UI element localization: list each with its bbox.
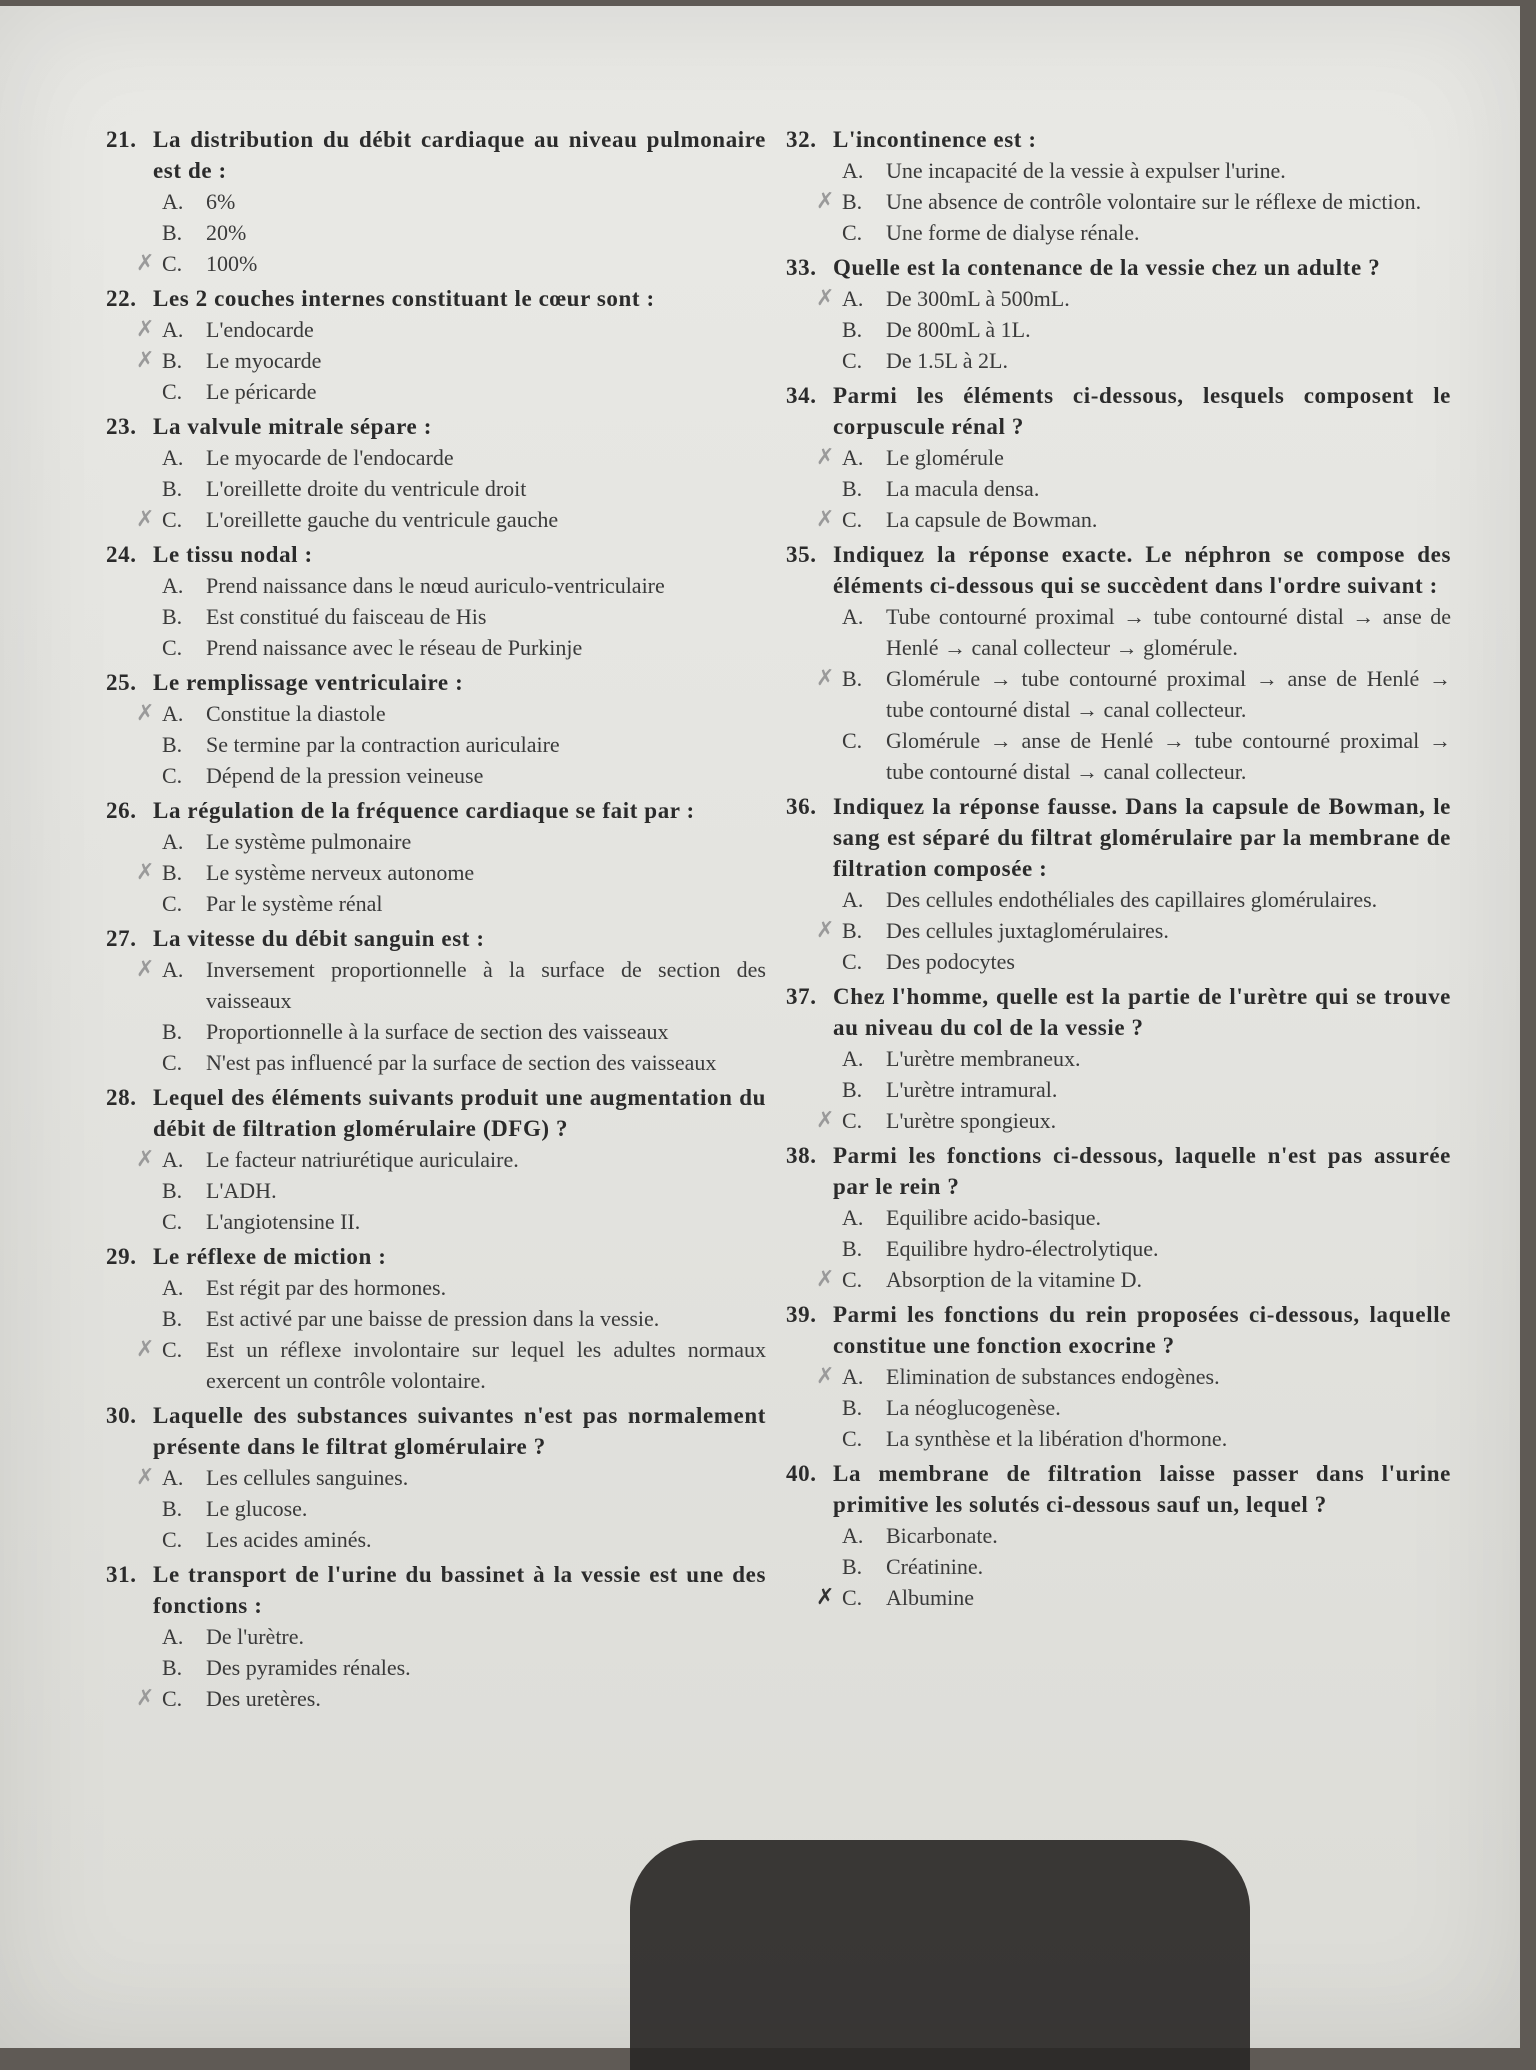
question-number: 22. bbox=[106, 286, 137, 311]
option-text: Tube contourné proximal → tube contourné distal → anse de Henlé → canal collecteur → glomérule. bbox=[886, 604, 1451, 660]
option-letter: A. bbox=[162, 1147, 184, 1172]
cross-mark-icon: ✗ bbox=[136, 701, 155, 726]
option-letter: C. bbox=[162, 251, 183, 276]
question-block bbox=[106, 1559, 766, 1714]
answer-option bbox=[786, 314, 1451, 345]
option-text: Proportionnelle à la surface de section des vaisseaux bbox=[206, 1019, 669, 1044]
answer-option bbox=[786, 504, 1451, 535]
option-letter: C. bbox=[162, 635, 183, 660]
answer-option bbox=[106, 632, 766, 663]
question-text: La valvule mitrale sépare : bbox=[153, 414, 432, 439]
question-heading bbox=[106, 795, 766, 826]
option-text: Prend naissance avec le réseau de Purkinje bbox=[206, 635, 583, 660]
question-number: 34. bbox=[786, 383, 817, 408]
question-block bbox=[106, 1082, 766, 1237]
answer-option bbox=[106, 1272, 766, 1303]
question-text: Chez l'homme, quelle est la partie de l'urètre qui se trouve au niveau du col de la vessie ? bbox=[833, 984, 1451, 1040]
cross-mark-icon: ✗ bbox=[136, 317, 155, 342]
cross-mark-icon: ✗ bbox=[136, 507, 155, 532]
answer-option bbox=[786, 1202, 1451, 1233]
answer-option bbox=[106, 570, 766, 601]
answer-option bbox=[786, 663, 1451, 725]
option-text: Les cellules sanguines. bbox=[206, 1465, 409, 1490]
question-block bbox=[786, 981, 1451, 1136]
option-text: Des podocytes bbox=[886, 949, 1015, 974]
option-letter: B. bbox=[162, 476, 183, 501]
question-text: Laquelle des substances suivantes n'est pas normalement présente dans le filtrat glomérulaire ? bbox=[153, 1403, 766, 1459]
option-text: Des cellules juxtaglomérulaires. bbox=[886, 918, 1169, 943]
option-letter: A. bbox=[842, 286, 864, 311]
cross-mark-icon: ✗ bbox=[136, 1686, 155, 1711]
answer-option bbox=[106, 1652, 766, 1683]
option-letter: C. bbox=[162, 379, 183, 404]
answer-option bbox=[786, 1582, 1451, 1613]
question-block bbox=[106, 795, 766, 919]
option-text: L'angiotensine II. bbox=[206, 1209, 361, 1234]
option-letter: A. bbox=[842, 1205, 864, 1230]
answer-option bbox=[786, 1264, 1451, 1295]
option-letter: B. bbox=[842, 918, 863, 943]
answer-option bbox=[786, 1520, 1451, 1551]
cross-mark-icon: ✗ bbox=[816, 445, 835, 470]
option-text: Constitue la diastole bbox=[206, 701, 386, 726]
question-heading bbox=[106, 124, 766, 186]
option-text: Le facteur natriurétique auriculaire. bbox=[206, 1147, 519, 1172]
question-text: Le transport de l'urine du bassinet à la vessie est une des fonctions : bbox=[153, 1562, 766, 1618]
question-heading bbox=[106, 667, 766, 698]
answer-option bbox=[786, 155, 1451, 186]
question-number: 36. bbox=[786, 794, 817, 819]
option-text: L'ADH. bbox=[206, 1178, 277, 1203]
option-letter: B. bbox=[842, 1554, 863, 1579]
question-block bbox=[786, 1140, 1451, 1295]
question-heading bbox=[106, 1559, 766, 1621]
option-text: Glomérule → tube contourné proximal → anse de Henlé → tube contourné distal → canal collecteur. bbox=[886, 666, 1451, 722]
question-block bbox=[786, 124, 1451, 248]
answer-option bbox=[106, 504, 766, 535]
option-text: L'urètre spongieux. bbox=[886, 1108, 1057, 1133]
question-number: 23. bbox=[106, 414, 137, 439]
question-number: 30. bbox=[106, 1403, 137, 1428]
option-text: Le glomérule bbox=[886, 445, 1004, 470]
cross-mark-icon: ✗ bbox=[136, 860, 155, 885]
question-number: 28. bbox=[106, 1085, 137, 1110]
answer-option bbox=[106, 1016, 766, 1047]
question-text: Indiquez la réponse fausse. Dans la capsule de Bowman, le sang est séparé du filtrat glomérulaire par la membrane de filtration composée : bbox=[833, 794, 1451, 881]
question-text: Le réflexe de miction : bbox=[153, 1244, 387, 1269]
question-block bbox=[106, 1241, 766, 1396]
option-letter: A. bbox=[162, 189, 184, 214]
left-column bbox=[106, 124, 766, 1718]
option-text: 100% bbox=[206, 251, 258, 276]
answer-option bbox=[786, 1361, 1451, 1392]
answer-option bbox=[106, 248, 766, 279]
answer-option bbox=[106, 760, 766, 791]
answer-option bbox=[106, 1047, 766, 1078]
question-text: Le tissu nodal : bbox=[153, 542, 313, 567]
option-text: De 300mL à 500mL. bbox=[886, 286, 1070, 311]
option-text: Se termine par la contraction auriculaire bbox=[206, 732, 560, 757]
answer-option bbox=[786, 345, 1451, 376]
cross-mark-icon: ✗ bbox=[136, 251, 155, 276]
option-text: La synthèse et la libération d'hormone. bbox=[886, 1426, 1228, 1451]
cross-mark-icon: ✗ bbox=[816, 1267, 835, 1292]
option-letter: A. bbox=[162, 1624, 184, 1649]
question-text: Parmi les fonctions ci-dessous, laquelle n'est pas assurée par le rein ? bbox=[833, 1143, 1451, 1199]
option-letter: B. bbox=[162, 1655, 183, 1680]
cross-mark-icon: ✗ bbox=[136, 1147, 155, 1172]
option-letter: B. bbox=[162, 860, 183, 885]
option-letter: C. bbox=[162, 1686, 183, 1711]
cross-mark-icon: ✗ bbox=[816, 189, 835, 214]
option-text: Est un réflexe involontaire sur lequel les adultes normaux exercent un contrôle volontaire. bbox=[206, 1337, 766, 1393]
answer-option bbox=[786, 1233, 1451, 1264]
option-letter: C. bbox=[842, 728, 863, 753]
option-text: L'urètre membraneux. bbox=[886, 1046, 1081, 1071]
answer-option bbox=[106, 888, 766, 919]
option-letter: C. bbox=[842, 1267, 863, 1292]
question-number: 26. bbox=[106, 798, 137, 823]
option-text: Bicarbonate. bbox=[886, 1523, 998, 1548]
question-text: Parmi les éléments ci-dessous, lesquels composent le corpuscule rénal ? bbox=[833, 383, 1451, 439]
option-letter: B. bbox=[842, 1395, 863, 1420]
option-letter: B. bbox=[842, 189, 863, 214]
question-heading bbox=[106, 1241, 766, 1272]
option-text: Glomérule → anse de Henlé → tube contourné proximal → tube contourné distal → canal collecteur. bbox=[886, 728, 1451, 784]
option-letter: C. bbox=[162, 763, 183, 788]
answer-option bbox=[786, 1423, 1451, 1454]
option-letter: B. bbox=[842, 1236, 863, 1261]
question-text: La membrane de filtration laisse passer dans l'urine primitive les solutés ci-dessous sauf un, lequel ? bbox=[833, 1461, 1451, 1517]
cross-mark-icon: ✗ bbox=[136, 957, 155, 982]
option-text: Les acides aminés. bbox=[206, 1527, 372, 1552]
question-block bbox=[786, 1458, 1451, 1613]
answer-option bbox=[106, 1683, 766, 1714]
question-block bbox=[106, 283, 766, 407]
option-letter: A. bbox=[162, 829, 184, 854]
option-text: De l'urètre. bbox=[206, 1624, 305, 1649]
option-text: 6% bbox=[206, 189, 236, 214]
option-letter: C. bbox=[162, 1209, 183, 1234]
option-text: Des uretères. bbox=[206, 1686, 321, 1711]
option-letter: B. bbox=[162, 1019, 183, 1044]
cross-mark-icon: ✗ bbox=[816, 286, 835, 311]
option-letter: A. bbox=[162, 573, 184, 598]
option-letter: B. bbox=[162, 1496, 183, 1521]
hand-shadow bbox=[630, 1840, 1250, 2070]
option-letter: B. bbox=[162, 604, 183, 629]
answer-option bbox=[106, 314, 766, 345]
question-heading bbox=[786, 252, 1451, 283]
answer-option bbox=[786, 1043, 1451, 1074]
option-letter: C. bbox=[842, 348, 863, 373]
option-letter: C. bbox=[162, 507, 183, 532]
cross-mark-icon: ✗ bbox=[136, 1337, 155, 1362]
option-letter: A. bbox=[162, 957, 184, 982]
cross-mark-icon: ✗ bbox=[816, 1108, 835, 1133]
question-text: Lequel des éléments suivants produit une augmentation du débit de filtration glomérulaire (DFG) ? bbox=[153, 1085, 766, 1141]
option-text: La néoglucogenèse. bbox=[886, 1395, 1061, 1420]
answer-option bbox=[786, 946, 1451, 977]
option-text: Le myocarde bbox=[206, 348, 322, 373]
option-text: Une absence de contrôle volontaire sur le réflexe de miction. bbox=[886, 189, 1422, 214]
answer-option bbox=[106, 345, 766, 376]
option-letter: A. bbox=[162, 701, 184, 726]
question-number: 40. bbox=[786, 1461, 817, 1486]
answer-option bbox=[106, 729, 766, 760]
option-letter: A. bbox=[162, 445, 184, 470]
option-letter: A. bbox=[842, 445, 864, 470]
option-letter: C. bbox=[162, 891, 183, 916]
option-letter: B. bbox=[162, 220, 183, 245]
question-block bbox=[786, 1299, 1451, 1454]
right-column bbox=[786, 124, 1451, 1617]
answer-option bbox=[786, 1551, 1451, 1582]
question-text: La vitesse du débit sanguin est : bbox=[153, 926, 485, 951]
question-heading bbox=[786, 380, 1451, 442]
option-letter: C. bbox=[842, 1585, 863, 1610]
answer-option bbox=[786, 186, 1451, 217]
question-block bbox=[106, 539, 766, 663]
answer-option bbox=[786, 1105, 1451, 1136]
question-block bbox=[786, 380, 1451, 535]
option-text: De 1.5L à 2L. bbox=[886, 348, 1008, 373]
option-text: Des cellules endothéliales des capillaires glomérulaires. bbox=[886, 887, 1378, 912]
question-text: L'incontinence est : bbox=[833, 127, 1037, 152]
cross-mark-icon: ✗ bbox=[136, 348, 155, 373]
question-number: 33. bbox=[786, 255, 817, 280]
answer-option bbox=[106, 954, 766, 1016]
option-letter: C. bbox=[842, 1426, 863, 1451]
option-letter: B. bbox=[842, 476, 863, 501]
question-text: Quelle est la contenance de la vessie chez un adulte ? bbox=[833, 255, 1381, 280]
option-letter: C. bbox=[162, 1527, 183, 1552]
question-heading bbox=[786, 1140, 1451, 1202]
question-number: 38. bbox=[786, 1143, 817, 1168]
question-text: La régulation de la fréquence cardiaque se fait par : bbox=[153, 798, 695, 823]
question-text: Indiquez la réponse exacte. Le néphron se compose des éléments ci-dessous qui se succèdent dans l'ordre suivant : bbox=[833, 542, 1451, 598]
option-letter: C. bbox=[842, 220, 863, 245]
option-letter: C. bbox=[162, 1050, 183, 1075]
answer-option bbox=[106, 376, 766, 407]
option-text: 20% bbox=[206, 220, 247, 245]
option-text: Absorption de la vitamine D. bbox=[886, 1267, 1143, 1292]
answer-option bbox=[106, 1334, 766, 1396]
question-number: 27. bbox=[106, 926, 137, 951]
answer-option bbox=[786, 283, 1451, 314]
option-text: Albumine bbox=[886, 1585, 974, 1610]
option-text: L'oreillette gauche du ventricule gauche bbox=[206, 507, 559, 532]
question-block bbox=[786, 252, 1451, 376]
option-letter: B. bbox=[842, 666, 863, 691]
option-text: Equilibre acido-basique. bbox=[886, 1205, 1102, 1230]
question-block bbox=[106, 124, 766, 279]
option-text: La macula densa. bbox=[886, 476, 1040, 501]
answer-option bbox=[106, 1303, 766, 1334]
question-number: 39. bbox=[786, 1302, 817, 1327]
option-text: Le système pulmonaire bbox=[206, 829, 412, 854]
question-heading bbox=[106, 1082, 766, 1144]
option-text: De 800mL à 1L. bbox=[886, 317, 1031, 342]
option-letter: A. bbox=[162, 317, 184, 342]
option-letter: B. bbox=[162, 1178, 183, 1203]
question-block bbox=[106, 923, 766, 1078]
answer-option bbox=[786, 601, 1451, 663]
cross-mark-icon: ✗ bbox=[816, 507, 835, 532]
option-letter: A. bbox=[842, 604, 864, 629]
question-number: 25. bbox=[106, 670, 137, 695]
question-heading bbox=[786, 791, 1451, 884]
option-text: Une incapacité de la vessie à expulser l'urine. bbox=[886, 158, 1286, 183]
question-block bbox=[786, 539, 1451, 787]
cross-mark-icon: ✗ bbox=[816, 1364, 835, 1389]
answer-option bbox=[786, 915, 1451, 946]
option-letter: C. bbox=[162, 1337, 183, 1362]
question-text: Le remplissage ventriculaire : bbox=[153, 670, 464, 695]
question-number: 35. bbox=[786, 542, 817, 567]
question-number: 21. bbox=[106, 127, 137, 152]
cross-mark-icon: ✗ bbox=[816, 666, 835, 691]
answer-option bbox=[106, 1524, 766, 1555]
question-number: 37. bbox=[786, 984, 817, 1009]
option-text: Equilibre hydro-électrolytique. bbox=[886, 1236, 1159, 1261]
answer-option bbox=[786, 217, 1451, 248]
answer-option bbox=[106, 698, 766, 729]
question-heading bbox=[106, 411, 766, 442]
exam-sheet bbox=[0, 6, 1520, 2048]
question-number: 32. bbox=[786, 127, 817, 152]
question-heading bbox=[786, 1299, 1451, 1361]
option-letter: B. bbox=[842, 317, 863, 342]
answer-option bbox=[786, 442, 1451, 473]
answer-option bbox=[786, 725, 1451, 787]
question-heading bbox=[106, 283, 766, 314]
option-text: Le péricarde bbox=[206, 379, 317, 404]
option-text: Des pyramides rénales. bbox=[206, 1655, 411, 1680]
cross-mark-icon: ✗ bbox=[816, 918, 835, 943]
option-text: Inversement proportionnelle à la surface de section des vaisseaux bbox=[206, 957, 766, 1013]
answer-option bbox=[106, 857, 766, 888]
option-letter: A. bbox=[162, 1275, 184, 1300]
option-text: L'oreillette droite du ventricule droit bbox=[206, 476, 527, 501]
option-text: Est régit par des hormones. bbox=[206, 1275, 447, 1300]
answer-option bbox=[106, 1206, 766, 1237]
option-letter: A. bbox=[842, 887, 864, 912]
answer-option bbox=[106, 473, 766, 504]
question-heading bbox=[106, 539, 766, 570]
answer-option bbox=[786, 1074, 1451, 1105]
option-text: Créatinine. bbox=[886, 1554, 984, 1579]
option-text: L'endocarde bbox=[206, 317, 314, 342]
answer-option bbox=[106, 1621, 766, 1652]
answer-option bbox=[106, 1462, 766, 1493]
question-block bbox=[106, 667, 766, 791]
option-text: Prend naissance dans le nœud auriculo-ventriculaire bbox=[206, 573, 665, 598]
answer-option bbox=[106, 826, 766, 857]
question-number: 31. bbox=[106, 1562, 137, 1587]
option-text: Est activé par une baisse de pression dans la vessie. bbox=[206, 1306, 660, 1331]
option-text: Dépend de la pression veineuse bbox=[206, 763, 484, 788]
option-text: Elimination de substances endogènes. bbox=[886, 1364, 1220, 1389]
option-text: Le glucose. bbox=[206, 1496, 308, 1521]
answer-option bbox=[106, 1175, 766, 1206]
option-letter: B. bbox=[162, 348, 183, 373]
question-number: 24. bbox=[106, 542, 137, 567]
option-letter: C. bbox=[842, 507, 863, 532]
option-letter: A. bbox=[162, 1465, 184, 1490]
option-letter: C. bbox=[842, 1108, 863, 1133]
answer-option bbox=[786, 473, 1451, 504]
answer-option bbox=[106, 1493, 766, 1524]
option-text: N'est pas influencé par la surface de section des vaisseaux bbox=[206, 1050, 717, 1075]
question-block bbox=[106, 1400, 766, 1555]
option-text: Le myocarde de l'endocarde bbox=[206, 445, 454, 470]
question-text: La distribution du débit cardiaque au niveau pulmonaire est de : bbox=[153, 127, 766, 183]
option-letter: B. bbox=[162, 732, 183, 757]
answer-option bbox=[106, 442, 766, 473]
answer-option bbox=[786, 884, 1451, 915]
question-heading bbox=[106, 1400, 766, 1462]
option-text: Le système nerveux autonome bbox=[206, 860, 475, 885]
option-text: L'urètre intramural. bbox=[886, 1077, 1058, 1102]
question-heading bbox=[786, 539, 1451, 601]
cross-mark-icon: ✗ bbox=[136, 1465, 155, 1490]
question-heading bbox=[786, 981, 1451, 1043]
question-heading bbox=[786, 124, 1451, 155]
question-text: Parmi les fonctions du rein proposées ci-dessous, laquelle constitue une fonction exocrine ? bbox=[833, 1302, 1451, 1358]
option-text: Une forme de dialyse rénale. bbox=[886, 220, 1140, 245]
cross-mark-icon: ✗ bbox=[816, 1585, 835, 1610]
answer-option bbox=[106, 1144, 766, 1175]
option-letter: A. bbox=[842, 1364, 864, 1389]
question-text: Les 2 couches internes constituant le cœur sont : bbox=[153, 286, 655, 311]
answer-option bbox=[106, 186, 766, 217]
question-block bbox=[786, 791, 1451, 977]
question-number: 29. bbox=[106, 1244, 137, 1269]
answer-option bbox=[106, 217, 766, 248]
answer-option bbox=[786, 1392, 1451, 1423]
option-letter: A. bbox=[842, 1523, 864, 1548]
option-letter: B. bbox=[162, 1306, 183, 1331]
option-text: Par le système rénal bbox=[206, 891, 383, 916]
option-letter: B. bbox=[842, 1077, 863, 1102]
question-heading bbox=[106, 923, 766, 954]
option-letter: A. bbox=[842, 1046, 864, 1071]
question-heading bbox=[786, 1458, 1451, 1520]
option-letter: A. bbox=[842, 158, 864, 183]
question-block bbox=[106, 411, 766, 535]
answer-option bbox=[106, 601, 766, 632]
option-text: Est constitué du faisceau de His bbox=[206, 604, 487, 629]
option-text: La capsule de Bowman. bbox=[886, 507, 1098, 532]
option-letter: C. bbox=[842, 949, 863, 974]
